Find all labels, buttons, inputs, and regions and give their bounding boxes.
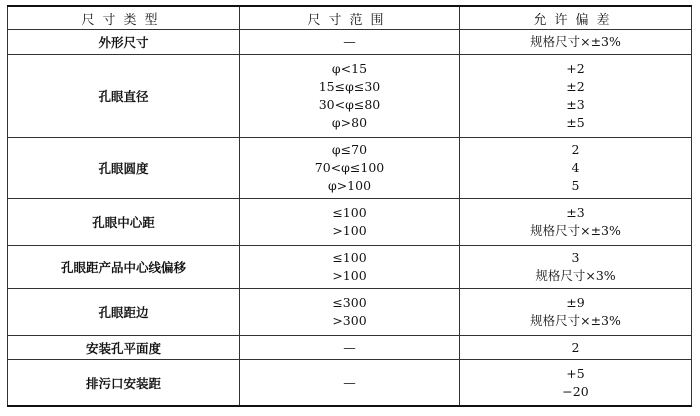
row-type-mounting-flatness: 安装孔平面度 xyxy=(8,336,240,360)
range-cell xyxy=(240,199,460,246)
header-tolerance: 允许偏差 xyxy=(460,6,692,30)
tolerance-value: 2 xyxy=(571,142,580,157)
row-type-drain-install-distance: 排污口安装距 xyxy=(8,360,240,407)
tolerance-cell xyxy=(460,199,692,246)
range-value: — xyxy=(343,374,356,390)
range-value: φ≤70 xyxy=(331,142,368,157)
range-value: φ>80 xyxy=(331,115,368,130)
tolerance-value: 2 xyxy=(571,339,580,355)
range-value: >300 xyxy=(332,313,367,328)
range-cell xyxy=(240,30,460,55)
range-cell xyxy=(240,336,460,360)
table-row xyxy=(8,199,692,246)
header-size-type: 尺寸类型 xyxy=(8,6,240,30)
row-type-hole-roundness: 孔眼圆度 xyxy=(8,138,240,199)
tolerance-cell xyxy=(460,336,692,360)
tolerance-value: 规格尺寸×3% xyxy=(535,268,616,283)
row-type-hole-diameter: 孔眼直径 xyxy=(8,55,240,138)
tolerance-table xyxy=(7,5,692,407)
tolerance-value: 规格尺寸×±3% xyxy=(530,34,621,49)
tolerance-cell xyxy=(460,30,692,55)
row-type-hole-center-distance: 孔眼中心距 xyxy=(8,199,240,246)
range-value: 30<φ≤80 xyxy=(318,97,381,112)
tolerance-value: −20 xyxy=(562,383,589,399)
tolerance-value: ±3 xyxy=(566,97,585,112)
range-cell xyxy=(240,289,460,336)
row-type-outer-size: 外形尺寸 xyxy=(8,30,240,55)
range-cell xyxy=(240,246,460,289)
tolerance-value: +5 xyxy=(566,365,585,381)
table-row xyxy=(8,55,692,138)
row-type-hole-edge-distance: 孔眼距边 xyxy=(8,289,240,336)
range-value: 70<φ≤100 xyxy=(314,160,385,175)
tolerance-value: ±5 xyxy=(566,115,585,130)
row-type-centerline-offset: 孔眼距产品中心线偏移 xyxy=(8,246,240,289)
range-cell xyxy=(240,55,460,138)
range-cell xyxy=(240,360,460,407)
table-row xyxy=(8,336,692,360)
range-value: ≤100 xyxy=(332,250,367,265)
table-row xyxy=(8,289,692,336)
range-value: >100 xyxy=(332,268,367,283)
table-row xyxy=(8,360,692,407)
range-value: — xyxy=(343,34,356,49)
tolerance-value: ±2 xyxy=(566,79,585,94)
tolerance-value: +2 xyxy=(566,61,585,76)
table-header-row xyxy=(8,6,692,30)
range-value: >100 xyxy=(332,223,367,238)
tolerance-value: 4 xyxy=(571,160,580,175)
range-value: — xyxy=(343,339,356,355)
tolerance-value: 3 xyxy=(571,250,580,265)
tolerance-cell xyxy=(460,55,692,138)
tolerance-cell xyxy=(460,360,692,407)
range-cell xyxy=(240,138,460,199)
tolerance-value: ±9 xyxy=(566,295,585,310)
table-row xyxy=(8,30,692,55)
range-value: ≤300 xyxy=(332,295,367,310)
header-size-range: 尺寸范围 xyxy=(240,6,460,30)
table-row xyxy=(8,138,692,199)
tolerance-cell xyxy=(460,138,692,199)
table-row xyxy=(8,246,692,289)
range-value: 15≤φ≤30 xyxy=(318,79,381,94)
tolerance-value: ±3 xyxy=(566,205,585,220)
tolerance-cell xyxy=(460,289,692,336)
tolerance-cell xyxy=(460,246,692,289)
range-value: φ<15 xyxy=(331,61,368,76)
tolerance-value: 规格尺寸×±3% xyxy=(530,223,621,238)
tolerance-value: 规格尺寸×±3% xyxy=(530,313,621,328)
range-value: φ>100 xyxy=(327,178,372,193)
tolerance-value: 5 xyxy=(571,178,580,193)
range-value: ≤100 xyxy=(332,205,367,220)
